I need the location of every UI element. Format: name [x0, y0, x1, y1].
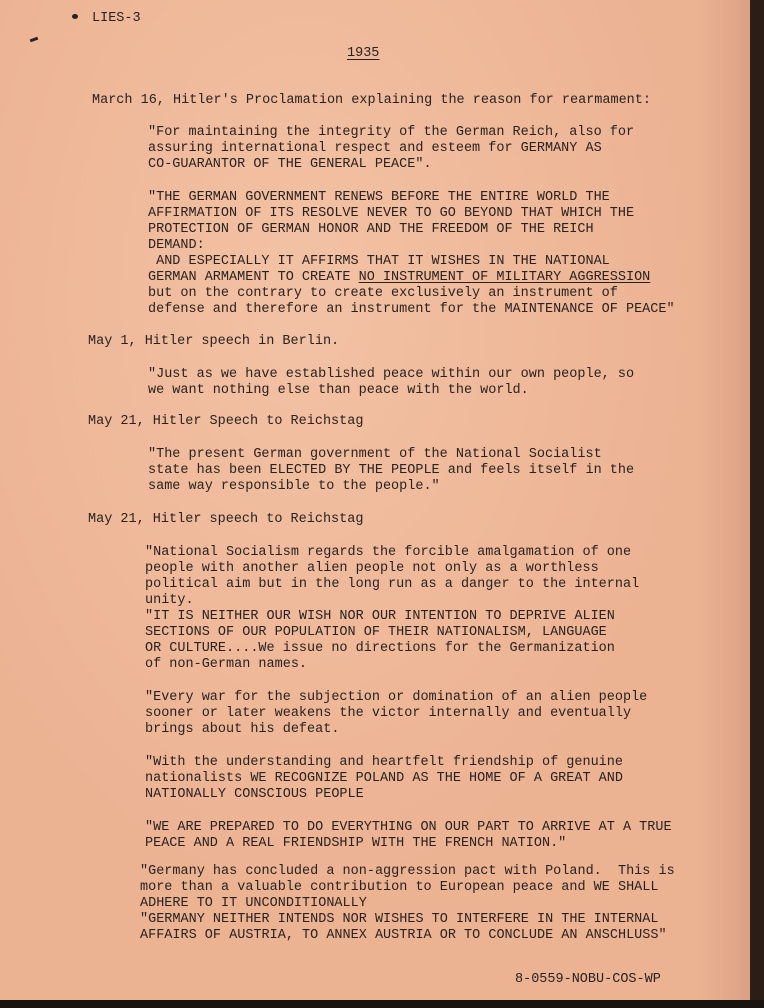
- text-line: "For maintaining the integrity of the German Reich, also for: [148, 125, 635, 140]
- text-line: "WE ARE PREPARED TO DO EVERYTHING ON OUR PART TO ARRIVE AT A TRUE: [145, 820, 672, 835]
- text-line: more than a valuable contribution to European peace and WE SHALL: [140, 880, 659, 895]
- text-line: AFFIRMATION OF ITS RESOLVE NEVER TO GO BEYOND THAT WHICH THE: [148, 206, 635, 221]
- pen-mark: [30, 37, 39, 43]
- text-span: GERMAN ARMAMENT TO CREATE: [148, 270, 359, 285]
- doc-id: LIES-3: [92, 11, 141, 26]
- text-line: PEACE AND A REAL FRIENDSHIP WITH THE FRENCH NATION.": [145, 836, 567, 851]
- text-line: we want nothing else than peace with the world.: [148, 383, 529, 398]
- text-line: DEMAND:: [148, 238, 205, 253]
- underlined-phrase: NO INSTRUMENT OF MILITARY AGGRESSION: [358, 270, 651, 285]
- text-line: political aim but in the long run as a danger to the internal: [145, 577, 640, 592]
- text-line: ADHERE TO IT UNCONDITIONALLY: [140, 896, 367, 911]
- text-line: nationalists WE RECOGNIZE POLAND AS THE HOME OF A GREAT AND: [145, 771, 623, 786]
- text-line: AND ESPECIALLY IT AFFIRMS THAT IT WISHES IN THE NATIONAL: [148, 254, 610, 269]
- text-line: "With the understanding and heartfelt friendship of genuine: [145, 755, 623, 770]
- text-line: AFFAIRS OF AUSTRIA, TO ANNEX AUSTRIA OR TO CONCLUDE AN ANSCHLUSS": [140, 928, 667, 943]
- scan-edge-bottom: [0, 1000, 764, 1008]
- text-line: CO-GUARANTOR OF THE GENERAL PEACE".: [148, 157, 432, 172]
- entry-heading: March 16, Hitler's Proclamation explaining the reason for rearmament:: [92, 93, 651, 108]
- text-line: "Germany has concluded a non-aggression pact with Poland. This is: [140, 864, 675, 879]
- text-line: same way responsible to the people.": [148, 479, 440, 494]
- text-line: "Every war for the subjection or domination of an alien people: [145, 690, 648, 705]
- text-line: PROTECTION OF GERMAN HONOR AND THE FREEDOM OF THE REICH: [148, 222, 594, 237]
- text-line: unity.: [145, 593, 194, 608]
- text-line: "The present German government of the National Socialist: [148, 447, 602, 462]
- entry-heading: May 1, Hitler speech in Berlin.: [88, 334, 340, 349]
- text-line: NATIONALLY CONSCIOUS PEOPLE: [145, 787, 364, 802]
- entry-heading: May 21, Hitler Speech to Reichstag: [88, 414, 364, 429]
- text-line: defense and therefore an instrument for the MAINTENANCE OF PEACE": [148, 302, 675, 317]
- text-line: people with another alien people not only as a worthless: [145, 561, 599, 576]
- text-line: SECTIONS OF OUR POPULATION OF THEIR NATIONALISM, LANGUAGE: [145, 625, 607, 640]
- text-line: brings about his defeat.: [145, 722, 340, 737]
- text-line: [148, 270, 650, 286]
- text-line: "National Socialism regards the forcible amalgamation of one: [145, 545, 632, 560]
- text-line: assuring international respect and esteem for GERMANY AS: [148, 141, 602, 156]
- text-line: sooner or later weakens the victor internally and eventually: [145, 706, 632, 721]
- text-line: state has been ELECTED BY THE PEOPLE and feels itself in the: [148, 463, 635, 478]
- text-line: of non-German names.: [145, 657, 308, 672]
- scan-edge: [750, 0, 764, 1008]
- text-line: "IT IS NEITHER OUR WISH NOR OUR INTENTION TO DEPRIVE ALIEN: [145, 609, 615, 624]
- text-line: but on the contrary to create exclusively an instrument of: [148, 286, 618, 301]
- text-line: OR CULTURE....We issue no directions for the Germanization: [145, 641, 615, 656]
- text-line: "GERMANY NEITHER INTENDS NOR WISHES TO INTERFERE IN THE INTERNAL: [140, 912, 659, 927]
- text-line: "Just as we have established peace within our own people, so: [148, 367, 635, 382]
- year-heading: 1935: [347, 46, 380, 61]
- bullet-mark: [72, 14, 78, 19]
- footer-code: 8-0559-NOBU-COS-WP: [515, 972, 661, 987]
- entry-heading: May 21, Hitler speech to Reichstag: [88, 512, 364, 527]
- text-line: "THE GERMAN GOVERNMENT RENEWS BEFORE THE ENTIRE WORLD THE: [148, 190, 610, 205]
